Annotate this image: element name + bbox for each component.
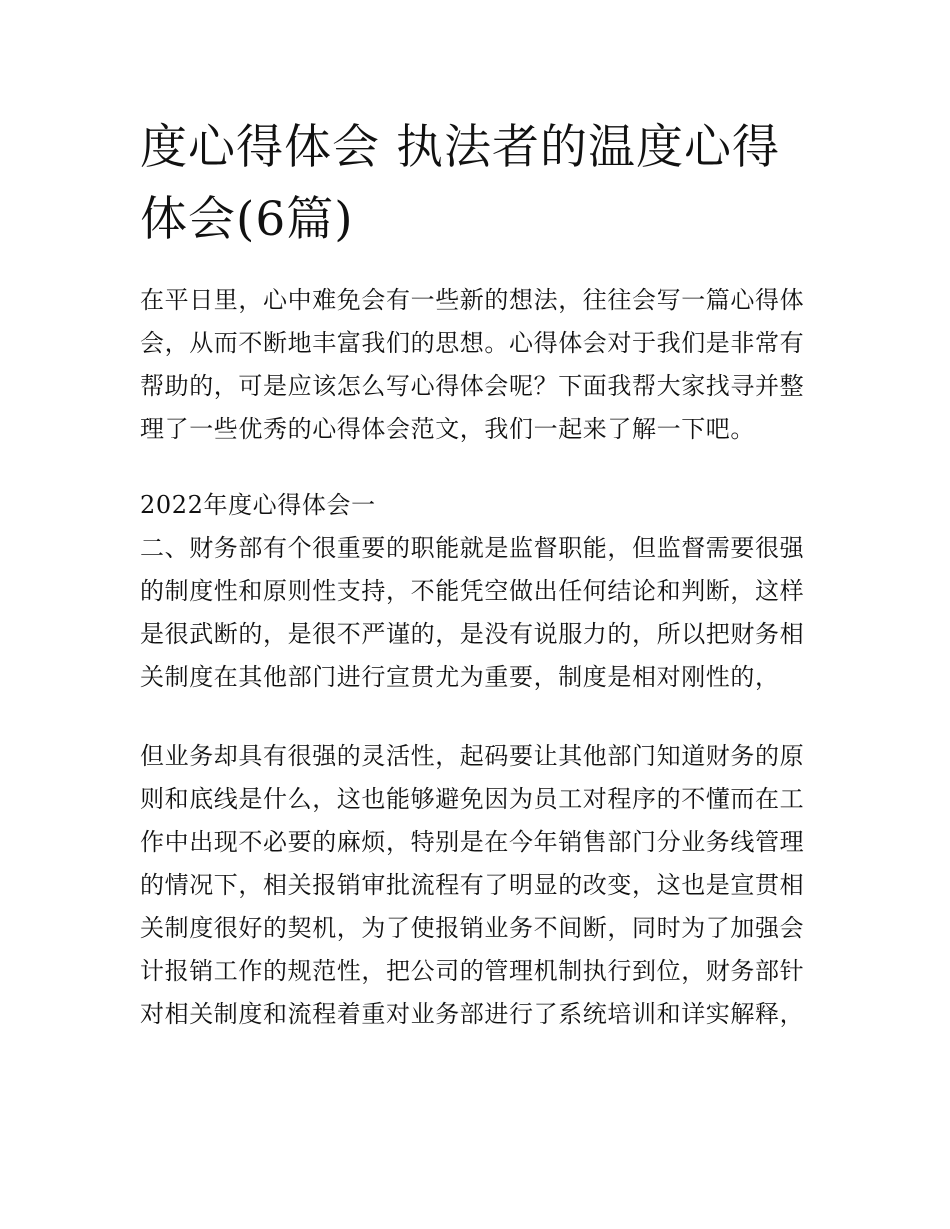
body-paragraph-2: 二、财务部有个很重要的职能就是监督职能，但监督需要很强的制度性和原则性支持，不能凭空做出任何结论和判断，这样是很武断的，是很不严谨的，是没有说服力的，所以把财务相关制度在其他部门进行宣贯尤为重要，制度是相对刚性的， bbox=[140, 534, 805, 691]
section-heading: 2022年度心得体会一 bbox=[140, 491, 376, 519]
intro-paragraph: 在平日里，心中难免会有一些新的想法，往往会写一篇心得体会，从而不断地丰富我们的思想。心得体会对于我们是非常有帮助的，可是应该怎么写心得体会呢？下面我帮大家找寻并整理了一些优秀的心得体会范文，我们一起来了解一下吧。 bbox=[140, 286, 805, 443]
body-paragraph-3: 但业务却具有很强的灵活性，起码要让其他部门知道财务的原则和底线是什么，这也能够避免因为员工对程序的不懂而在工作中出现不必要的麻烦，特别是在今年销售部门分业务线管理的情况下，相关报销审批流程有了明显的改变，这也是宣贯相关制度很好的契机，为了使报销业务不间断，同时为了加强会计报销工作的规范性，把公司的管理机制执行到位，财务部针对相关制度和流程着重对业务部进行了系统培训和详实解释， bbox=[140, 742, 805, 1028]
document-title: 度心得体会 执法者的温度心得体会(6篇) bbox=[140, 120, 780, 247]
